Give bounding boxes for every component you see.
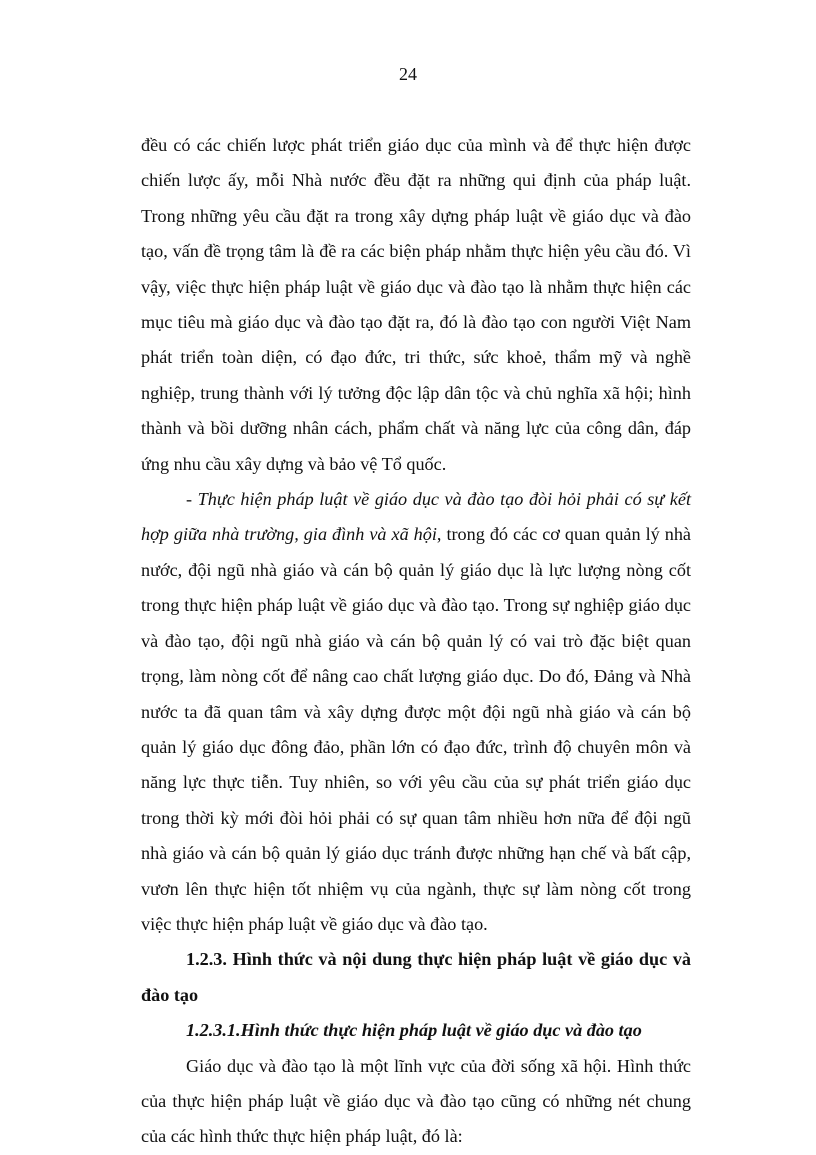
paragraph-forms: Giáo dục và đào tạo là một lĩnh vực của đời sống xã hội. Hình thức của thực hiện pháp luật về giáo dục và đào tạo cũng có những nét chung của các hình thức thực hiện pháp luật, đó là: (141, 1055, 691, 1147)
section-heading: 1.2.3. Hình thức và nội dung thực hiện pháp luật về giáo dục và đào tạo (141, 949, 691, 1005)
paragraph-lead-italic: - Thực hiện pháp luật về giáo dục và đào tạo đòi hỏi phải có sự kết hợp giữa nhà trường, gia đình và xã hội (141, 489, 691, 545)
page-number: 24 (399, 64, 417, 84)
subsection-heading: 1.2.3.1.Hình thức thực hiện pháp luật về giáo dục và đào tạo (186, 1020, 642, 1041)
paragraph-body: , trong đó các cơ quan quản lý nhà nước, đội ngũ nhà giáo và cán bộ quản lý giáo dục là lực lượng nòng cốt trong thực hiện pháp luật về giáo dục và đào tạo. Trong sự nghiệp giáo dục và đào tạo, đội ngũ nhà giáo và cán bộ quản lý có vai trò đặc biệt quan trọng, làm nòng cốt để nâng cao chất lượng giáo dục. Do đó, Đảng và Nhà nước ta đã quan tâm và xây dựng được một đội ngũ nhà giáo và cán bộ quản lý giáo dục đông đảo, phần lớn có đạo đức, trình độ chuyên môn và năng lực thực tiễn. Tuy nhiên, so với yêu cầu của sự phát triển giáo dục trong thời kỳ mới đòi hỏi phải có sự quan tâm nhiều hơn nữa để đội ngũ nhà giáo và cán bộ quản lý giáo dục tránh được những hạn chế và bất cập, vươn lên thực hiện tốt nhiệm vụ của ngành, thực sự làm nòng cốt trong việc thực hiện pháp luật về giáo dục và đào tạo. (141, 524, 691, 934)
document-body (141, 128, 691, 1155)
paragraph-coordination (141, 482, 691, 942)
paragraph-continued: đều có các chiến lược phát triển giáo dục của mình và để thực hiện được chiến lược ấy, mỗi Nhà nước đều đặt ra những qui định của pháp luật. Trong những yêu cầu đặt ra trong xây dựng pháp luật về giáo dục và đào tạo, vấn đề trọng tâm là đề ra các biện pháp nhằm thực hiện yêu cầu đó. Vì vậy, việc thực hiện pháp luật về giáo dục và đào tạo là nhằm thực hiện các mục tiêu mà giáo dục và đào tạo đặt ra, đó là đào tạo con người Việt Nam phát triển toàn diện, có đạo đức, tri thức, sức khoẻ, thẩm mỹ và nghề nghiệp, trung thành với lý tưởng độc lập dân tộc và chủ nghĩa xã hội; hình thành và bồi dưỡng nhân cách, phẩm chất và năng lực của công dân, đáp ứng nhu cầu xây dựng và bảo vệ Tổ quốc. (141, 135, 691, 474)
